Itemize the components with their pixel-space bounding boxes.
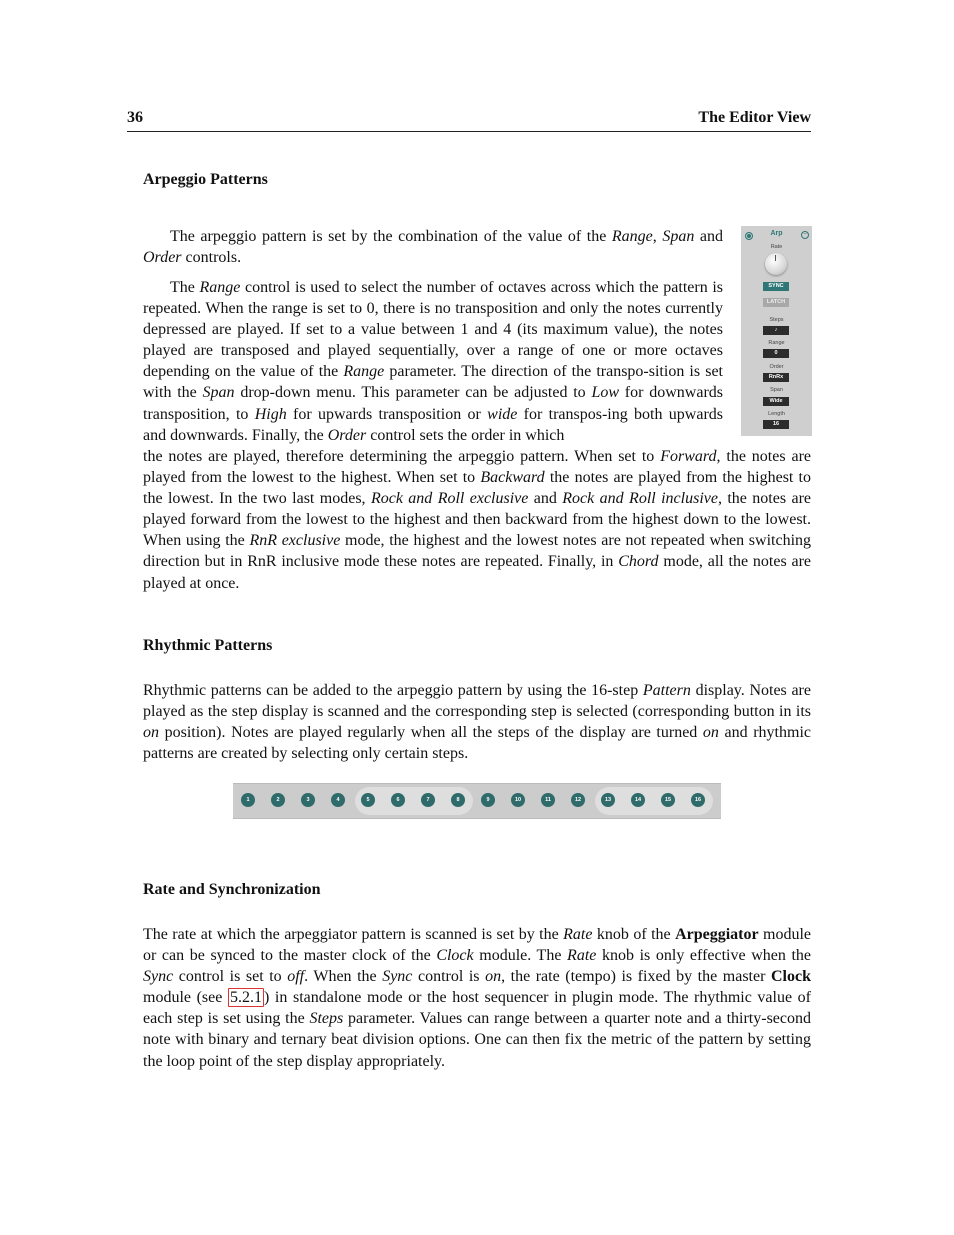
emphasis: RnR exclusive bbox=[249, 532, 341, 550]
emphasis: Rate bbox=[563, 926, 593, 943]
emphasis: Range bbox=[343, 363, 385, 381]
heading-rate-and-synchronization: Rate and Synchronization bbox=[143, 881, 321, 898]
text-run: controls. bbox=[181, 249, 242, 267]
step-button-8[interactable]: 8 bbox=[451, 793, 465, 807]
text-run: control sets the order in which bbox=[366, 426, 565, 444]
emphasis: on bbox=[702, 724, 719, 742]
step-button-5[interactable]: 5 bbox=[361, 793, 375, 807]
step-button-15[interactable]: 15 bbox=[661, 793, 675, 807]
step-button-6[interactable]: 6 bbox=[391, 793, 405, 807]
text-run: parameter. Values can range between a quarter note and a thirty-second note with binary and ternary beat division options. One can then fix the metric of the pattern by setting the loop point of the step display appropriately. bbox=[143, 1010, 811, 1070]
emphasis: Rate bbox=[567, 947, 597, 965]
heading-rhythmic-patterns: Rhythmic Patterns bbox=[143, 637, 273, 654]
emphasis: off bbox=[287, 968, 305, 986]
text-run: The bbox=[170, 279, 200, 296]
text-run: The arpeggio pattern is set by the combination of the value of the bbox=[170, 228, 612, 245]
emphasis: on bbox=[143, 724, 159, 742]
emphasis: on bbox=[485, 968, 502, 986]
emphasis: wide bbox=[487, 405, 518, 423]
strong-term: Clock bbox=[770, 968, 811, 986]
emphasis: Clock bbox=[436, 947, 474, 965]
step-button-4[interactable]: 4 bbox=[331, 793, 345, 807]
step-button-14[interactable]: 14 bbox=[631, 793, 645, 807]
paragraph bbox=[143, 226, 723, 268]
text-run: module (see bbox=[143, 989, 228, 1007]
text-run: control is set to bbox=[173, 968, 288, 986]
step-button-2[interactable]: 2 bbox=[271, 793, 285, 807]
steps-label: Steps bbox=[769, 317, 784, 323]
text-run: ) in standalone mode or the host sequencer in plugin mode. The rhythmic value of each step is set using the bbox=[143, 989, 812, 1028]
text-run: mode, all the notes are played at once. bbox=[143, 553, 812, 592]
text-run: module. The bbox=[473, 947, 568, 965]
order-select[interactable]: RnRx bbox=[763, 373, 789, 382]
menu-icon[interactable]: – bbox=[801, 231, 809, 239]
text-run: . When the bbox=[304, 968, 383, 986]
text-run: parameter. The direction of the transpo-sition is set with the bbox=[143, 363, 723, 402]
text-run: , the notes are played from the lowest to the highest. When set to bbox=[143, 448, 811, 487]
latch-button[interactable]: LATCH bbox=[763, 298, 789, 307]
step-button-9[interactable]: 9 bbox=[481, 793, 495, 807]
emphasis: Rock and Roll exclusive bbox=[370, 490, 529, 508]
emphasis: Range bbox=[199, 279, 241, 296]
text-run: The rate at which the arpeggiator pattern is scanned is set by the bbox=[143, 926, 564, 943]
span-label: Span bbox=[770, 387, 783, 393]
length-select[interactable]: 16 bbox=[763, 420, 789, 429]
emphasis: Backward bbox=[480, 469, 545, 487]
sync-button[interactable]: SYNC bbox=[763, 282, 789, 291]
emphasis: Chord bbox=[618, 553, 659, 571]
paragraph bbox=[143, 680, 811, 764]
order-label: Order bbox=[769, 364, 784, 370]
text-run: module or can be synced to the master clock of the bbox=[143, 926, 812, 965]
paragraph bbox=[143, 924, 811, 1072]
text-run: and bbox=[528, 490, 563, 508]
paragraph bbox=[143, 446, 811, 594]
text-run: control is used to select the number of octaves across which the pattern is repeated. When the range is set to 0, there is no transposition and only the notes currently depressed are played. If set to a value between 1 and 4 (its maximum value), the notes played are transposed and played sequentially, over a range of one or more octaves depending on the value of the bbox=[143, 279, 723, 381]
text-run: position). Notes are played regularly when all the steps of the display are turned bbox=[159, 724, 703, 742]
text-run: and bbox=[694, 228, 724, 245]
arp-title: Arp bbox=[770, 230, 783, 237]
step-button-12[interactable]: 12 bbox=[571, 793, 585, 807]
emphasis: Range bbox=[611, 228, 653, 245]
text-run: for upwards transposition or bbox=[286, 405, 488, 423]
text-run: and rhythmic patterns are created by selecting only certain steps. bbox=[143, 724, 811, 763]
text-run: , the notes are played forward from the lowest to the highest and then backward from the highest down to the lowest. When using the bbox=[143, 490, 811, 550]
text-run: for downwards transposition, to bbox=[143, 384, 724, 423]
text-run: Rhythmic patterns can be added to the arpeggio pattern by using the 16-step bbox=[143, 682, 643, 699]
emphasis: High bbox=[254, 405, 287, 423]
emphasis: Order bbox=[327, 426, 367, 444]
text-run: , bbox=[652, 228, 663, 245]
steps-select[interactable]: ♪ bbox=[763, 326, 789, 335]
emphasis: Sync bbox=[382, 968, 413, 986]
text-run: for transpos-ing both upwards and downwards. Finally, the bbox=[143, 405, 724, 444]
step-pattern-display bbox=[233, 783, 721, 819]
step-button-7[interactable]: 7 bbox=[421, 793, 435, 807]
step-button-16[interactable]: 16 bbox=[691, 793, 705, 807]
text-run: the notes are played from the highest to the lowest. In the two last modes, bbox=[143, 469, 812, 508]
span-select[interactable]: Wide bbox=[763, 397, 789, 406]
step-button-10[interactable]: 10 bbox=[511, 793, 525, 807]
page-header bbox=[127, 109, 811, 132]
text-run: the notes are played, therefore determining the arpeggio pattern. When set to bbox=[143, 448, 661, 465]
heading-arpeggio-patterns: Arpeggio Patterns bbox=[143, 171, 268, 188]
emphasis: Rock and Roll inclusive bbox=[562, 490, 718, 508]
step-button-1[interactable]: 1 bbox=[241, 793, 255, 807]
emphasis: Order bbox=[143, 249, 182, 267]
text-run: , the rate (tempo) is fixed by the master bbox=[501, 968, 771, 986]
range-label: Range bbox=[768, 340, 785, 346]
text-run: knob is only effective when the bbox=[596, 947, 812, 965]
text-run: knob of the bbox=[592, 926, 676, 943]
text-run: control is bbox=[412, 968, 486, 986]
emphasis: Pattern bbox=[642, 682, 691, 699]
emphasis: Low bbox=[591, 384, 620, 402]
step-button-3[interactable]: 3 bbox=[301, 793, 315, 807]
text-run: display. Notes are played as the step display is scanned and the corresponding step is selected (corresponding button in its bbox=[143, 682, 811, 721]
page-number: 36 bbox=[127, 109, 143, 126]
emphasis: Span bbox=[662, 228, 695, 245]
text-run: mode, the highest and the lowest notes are not repeated when switching direction but in RnR inclusive mode these notes are repeated. Finally, in bbox=[143, 532, 812, 571]
emphasis: Steps bbox=[309, 1010, 344, 1028]
emphasis: Forward bbox=[660, 448, 717, 465]
rate-label: Rate bbox=[770, 244, 783, 250]
paragraph bbox=[143, 277, 723, 446]
length-label: Length bbox=[768, 411, 785, 417]
rate-knob[interactable] bbox=[765, 253, 787, 275]
range-select[interactable]: 0 bbox=[763, 349, 789, 358]
emphasis: Span bbox=[202, 384, 235, 402]
arp-panel bbox=[741, 226, 812, 436]
emphasis: Sync bbox=[143, 968, 174, 986]
strong-term: Arpeggiator bbox=[675, 926, 759, 943]
step-button-13[interactable]: 13 bbox=[601, 793, 615, 807]
step-button-11[interactable]: 11 bbox=[541, 793, 555, 807]
text-run: drop-down menu. This parameter can be adjusted to bbox=[234, 384, 592, 402]
running-title: The Editor View bbox=[698, 109, 811, 126]
section-reference-link[interactable]: 5.2.1 bbox=[229, 989, 262, 1007]
